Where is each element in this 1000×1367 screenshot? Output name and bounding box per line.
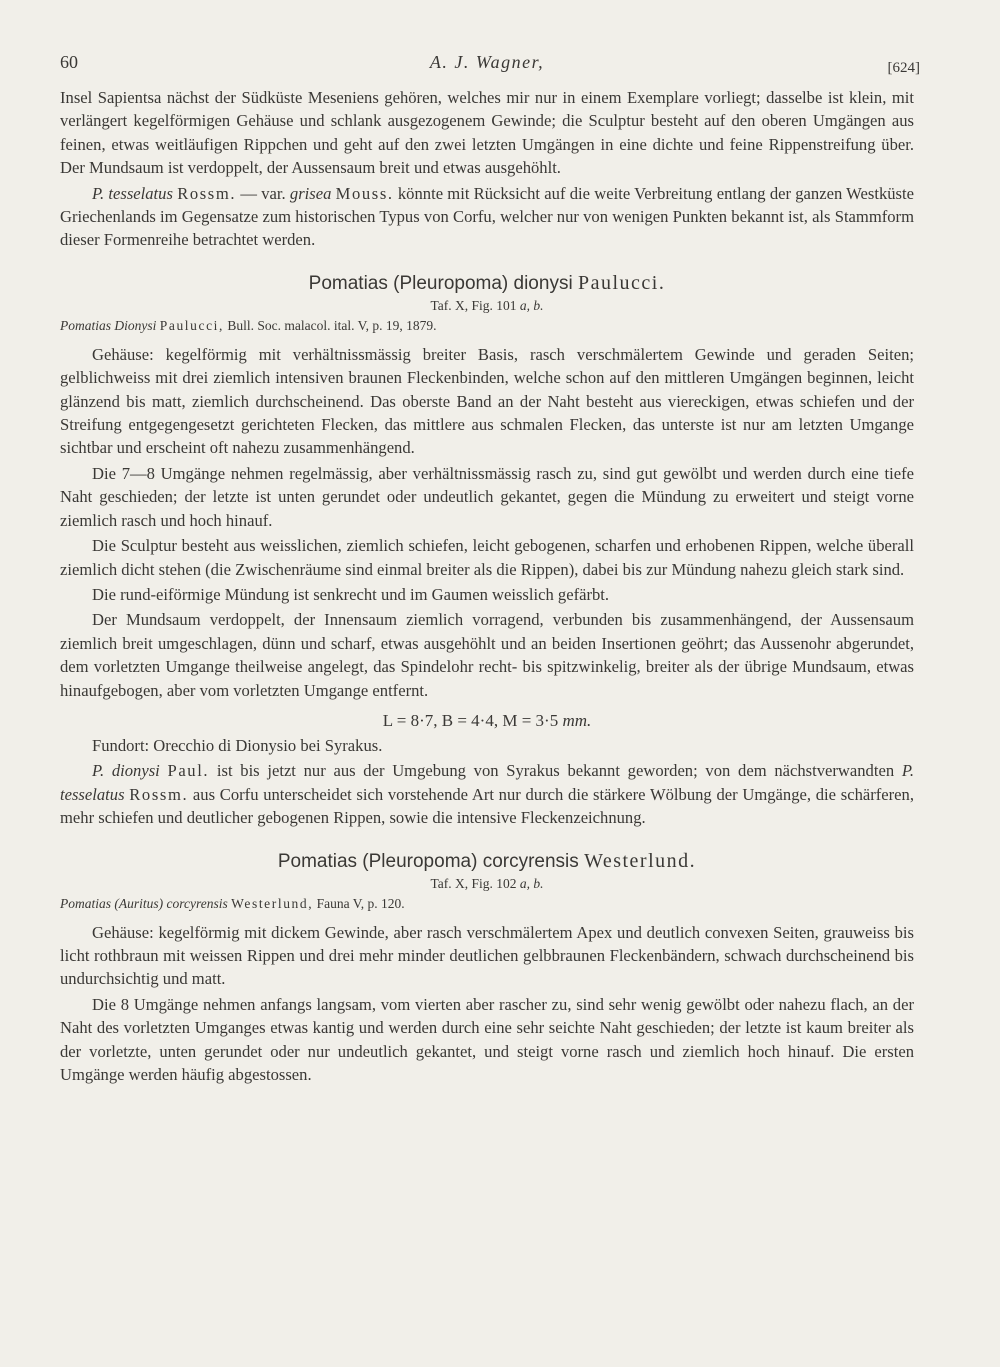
description-paragraph: Gehäuse: kegelförmig mit dickem Gewinde, aber rasch verschmälertem Apex und deutlich convexen Seiten, grauweiss bis licht rothbraun mit weissen Rippen und drei mehr minder deutlichen gelbbraunen Fleckenbändern, schwach durchscheinend bis undurchsichtig und matt. [60, 922, 914, 989]
species-name: P. dionysi [92, 761, 160, 781]
species-name: P. tesselatus [60, 761, 914, 804]
citation [60, 315, 914, 337]
running-head-author: A. J. Wagner, [429, 52, 545, 72]
plate-reference [60, 875, 914, 893]
citation-name: Pomatias (Auritus) corcyrensis [60, 895, 228, 911]
citation-source: Fauna V, p. 120. [313, 895, 405, 911]
citation-author: Westerlund, [231, 895, 314, 911]
intro-paragraph: Insel Sapientsa nächst der Südküste Meseniens gehören, welches mir nur in einem Exemplare vorliegt; dasselbe ist klein, mit verlängert kegelförmigen Gehäuse und schlank ausgezogenem Gewinde; die Sculptur besteht auf den oberen Umgängen aus feinen, etwas weitläufigen Rippchen und geht auf den zwei letzten Umgängen in eine dichte und feine Rippenstreifung über. Der Mundsaum ist verdoppelt, der Aussensaum breit und etwas ausgehöhlt. [60, 88, 914, 178]
intro-paragraph-2 [60, 182, 914, 252]
variety-name: grisea [289, 183, 332, 203]
citation-source: Bull. Soc. malacol. ital. V, p. 19, 1879. [224, 317, 437, 333]
citation-name: Pomatias Dionysi [60, 317, 157, 333]
text-fragment: könnte mit Rücksicht auf die weite Verbreitung entlang der ganzen Westküste Griechenlands im Gegensatze zum historischen Typus von Corfu, welcher nur von wenigen Punkten bekannt ist, als Stammform dieser Formenreihe betrachtet werden. [60, 183, 914, 250]
description-paragraph: Die rund-eiförmige Mündung ist senkrecht und im Gaumen weisslich gefärbt. [92, 584, 610, 604]
species-author: Rossm. [129, 784, 189, 804]
plate-text: Taf. X, Fig. 101 [430, 297, 520, 313]
text-fragment: — var. [236, 183, 290, 203]
citation-author: Paulucci, [159, 317, 225, 333]
plate-figure: a, b. [519, 297, 544, 313]
page-header [60, 52, 920, 86]
description-paragraph: Die 8 Umgänge nehmen anfangs langsam, vom vierten aber rascher zu, sind sehr wenig gewölbt oder nahezu flach, an der Naht des vorletzten Umganges etwas kantig und werden durch eine sehr seichte Naht geschieden; der letzte ist kaum breiter als der vorletzte, unten gerundet oder nur undeutlich gekantet, und steigt vorne rasch und ziemlich hoch hinauf. Die ersten Umgänge werden häufig abgestossen. [60, 994, 914, 1084]
text-fragment: aus Corfu unterscheidet sich vorstehende Art nur durch die stärkere Wölbung der Umgänge, die schärferen, mehr schiefen und deutlicher gebogenen Rippen, sowie die intensive Fleckenzeichnung. [60, 784, 914, 828]
species-name: P. tesselatus [92, 183, 173, 203]
section-title-corcyrensis [60, 850, 914, 873]
description-paragraph: Die 7—8 Umgänge nehmen regelmässig, aber verhältnissmässig rasch zu, sind gut gewölbt und werden durch eine tiefe Naht geschieden; der letzte ist unten gerundet oder undeutlich gekantet, gegen die Mündung zu erweitert und steigt vorne ziemlich rasch und hoch hinauf. [60, 463, 914, 530]
plate-reference [60, 297, 914, 315]
section-title-author: Paulucci. [577, 271, 666, 294]
plate-text: Taf. X, Fig. 102 [430, 875, 520, 891]
description-paragraph: Gehäuse: kegelförmig mit verhältnissmässig breiter Basis, rasch verschmälertem Gewinde und geraden Seiten; gelblichweiss mit drei ziemlich intensiven braunen Fleckenbinden, welche schon auf den mittleren Umgängen beginnen, leicht glänzend bis matt, ziemlich durchscheinend. Das oberste Band an der Naht besteht aus viereckigen, etwas schiefen und der Streifung entgegengesetzt gerichteten Flecken, das mittlere aus schmalen Flecken, das unterste ist nur am letzten Umgange sichtbar und erscheint oft nahezu zusammenhängend. [60, 344, 914, 458]
measurements [60, 710, 914, 732]
description-paragraph: Die Sculptur besteht aus weisslichen, ziemlich schiefen, leicht gebogenen, scharfen und erhobenen Rippen, welche überall ziemlich dicht stehen (die Zwischenräume sind einmal breiter als die Rippen), dabei bis zur Mündung nahezu gleich stark sind. [60, 536, 914, 579]
description-paragraph: Der Mundsaum verdoppelt, der Innensaum ziemlich vorragend, verbunden bis zusammenhängend, der Aussensaum ziemlich breit umgeschlagen, dünn und scharf, etwas ausgehöhlt und an beiden Insertionen geöhrt; das Aussenohr abgerundet, dem vorletzten Umgange theilweise angelegt, das Spindelohr recht- bis spitzwinkelig, breiter als der übrige Mundsaum, etwas hinaufgebogen, aber vom vorletzten Umgange entfernt. [60, 610, 914, 700]
page-number: 60 [60, 52, 78, 72]
measurements-unit: mm. [562, 710, 592, 730]
section-title-dionysi [60, 272, 914, 295]
measurements-values: L = 8·7, B = 4·4, M = 3·5 [382, 710, 559, 730]
section-title-author: Westerlund. [584, 849, 697, 872]
species-author: Paul. [167, 761, 210, 781]
section-title-text: Pomatias (Pleuropoma) dionysi [308, 272, 573, 294]
species-author: Rossm. [177, 183, 237, 203]
variety-author: Mouss. [335, 183, 394, 203]
remarks-paragraph [60, 759, 914, 829]
text-fragment: ist bis jetzt nur aus der Umgebung von Syrakus bekannt geworden; von dem nächstverwandten [209, 761, 902, 781]
page-reference: [624] [887, 60, 920, 76]
section-title-text: Pomatias (Pleuropoma) corcyrensis [277, 850, 579, 872]
citation [60, 893, 914, 915]
plate-figure: a, b. [519, 875, 544, 891]
locality: Fundort: Orecchio di Dionysio bei Syrakus. [92, 735, 383, 755]
